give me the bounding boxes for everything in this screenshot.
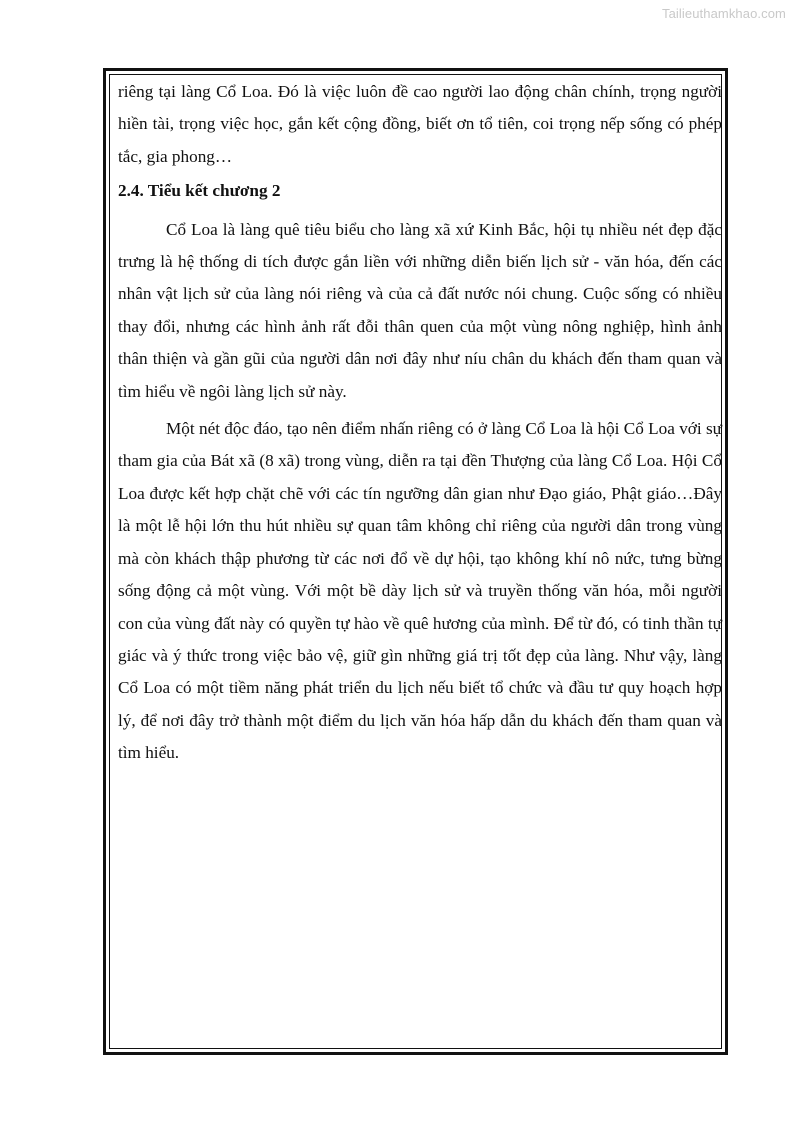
summary-paragraph-2: Một nét độc đáo, tạo nên điểm nhấn riêng có ở làng Cổ Loa là hội Cổ Loa với sự tham gia của Bát xã (8 xã) trong vùng, diễn ra tại đền Thượng của làng Cổ Loa. Hội Cổ Loa được kết hợp chặt chẽ với các tín ngưỡng dân gian như Đạo giáo, Phật giáo…Đây là một lễ hội lớn thu hút nhiều sự quan tâm không chỉ riêng của người dân trong vùng mà còn khách thập phương từ các nơi đổ về dự hội, tạo không khí nô nức, tưng bừng sống động cả một vùng. Với một bề dày lịch sử và truyền thống văn hóa, mỗi người con của vùng đất này có quyền tự hào về quê hương của mình. Để từ đó, có tinh thần tự giác và ý thức trong việc bảo vệ, giữ gìn những giá trị tốt đẹp của làng. Như vậy, làng Cổ Loa có một tiềm năng phát triển du lịch nếu biết tổ chức và đầu tư quy hoạch hợp lý, để nơi đây trở thành một điểm du lịch văn hóa hấp dẫn du khách đến tham quan và tìm hiểu. [118, 419, 722, 763]
page-content [118, 76, 722, 770]
page-border-outer [103, 68, 728, 1055]
summary-paragraph-1: Cổ Loa là làng quê tiêu biểu cho làng xã xứ Kinh Bắc, hội tụ nhiều nét đẹp đặc trưng là hệ thống di tích được gắn liền với những diễn biến lịch sử - văn hóa, đến các nhân vật lịch sử của làng nói riêng và của cả đất nước nói chung. Cuộc sống có nhiều thay đổi, nhưng các hình ảnh rất đỗi thân quen của một vùng nông nghiệp, hình ảnh thân thiện và gần gũi của người dân nơi đây như níu chân du khách đến tham quan và tìm hiểu về ngôi làng lịch sử này. [118, 219, 722, 401]
continued-paragraph: riêng tại làng Cổ Loa. Đó là việc luôn đề cao người lao động chân chính, trọng người hiền tài, trọng việc học, gắn kết cộng đồng, biết ơn tổ tiên, coi trọng nếp sống có phép tắc, gia phong… [118, 82, 722, 166]
watermark-text: Tailieuthamkhao.com [661, 6, 786, 21]
section-heading: 2.4. Tiểu kết chương 2 [118, 181, 281, 201]
